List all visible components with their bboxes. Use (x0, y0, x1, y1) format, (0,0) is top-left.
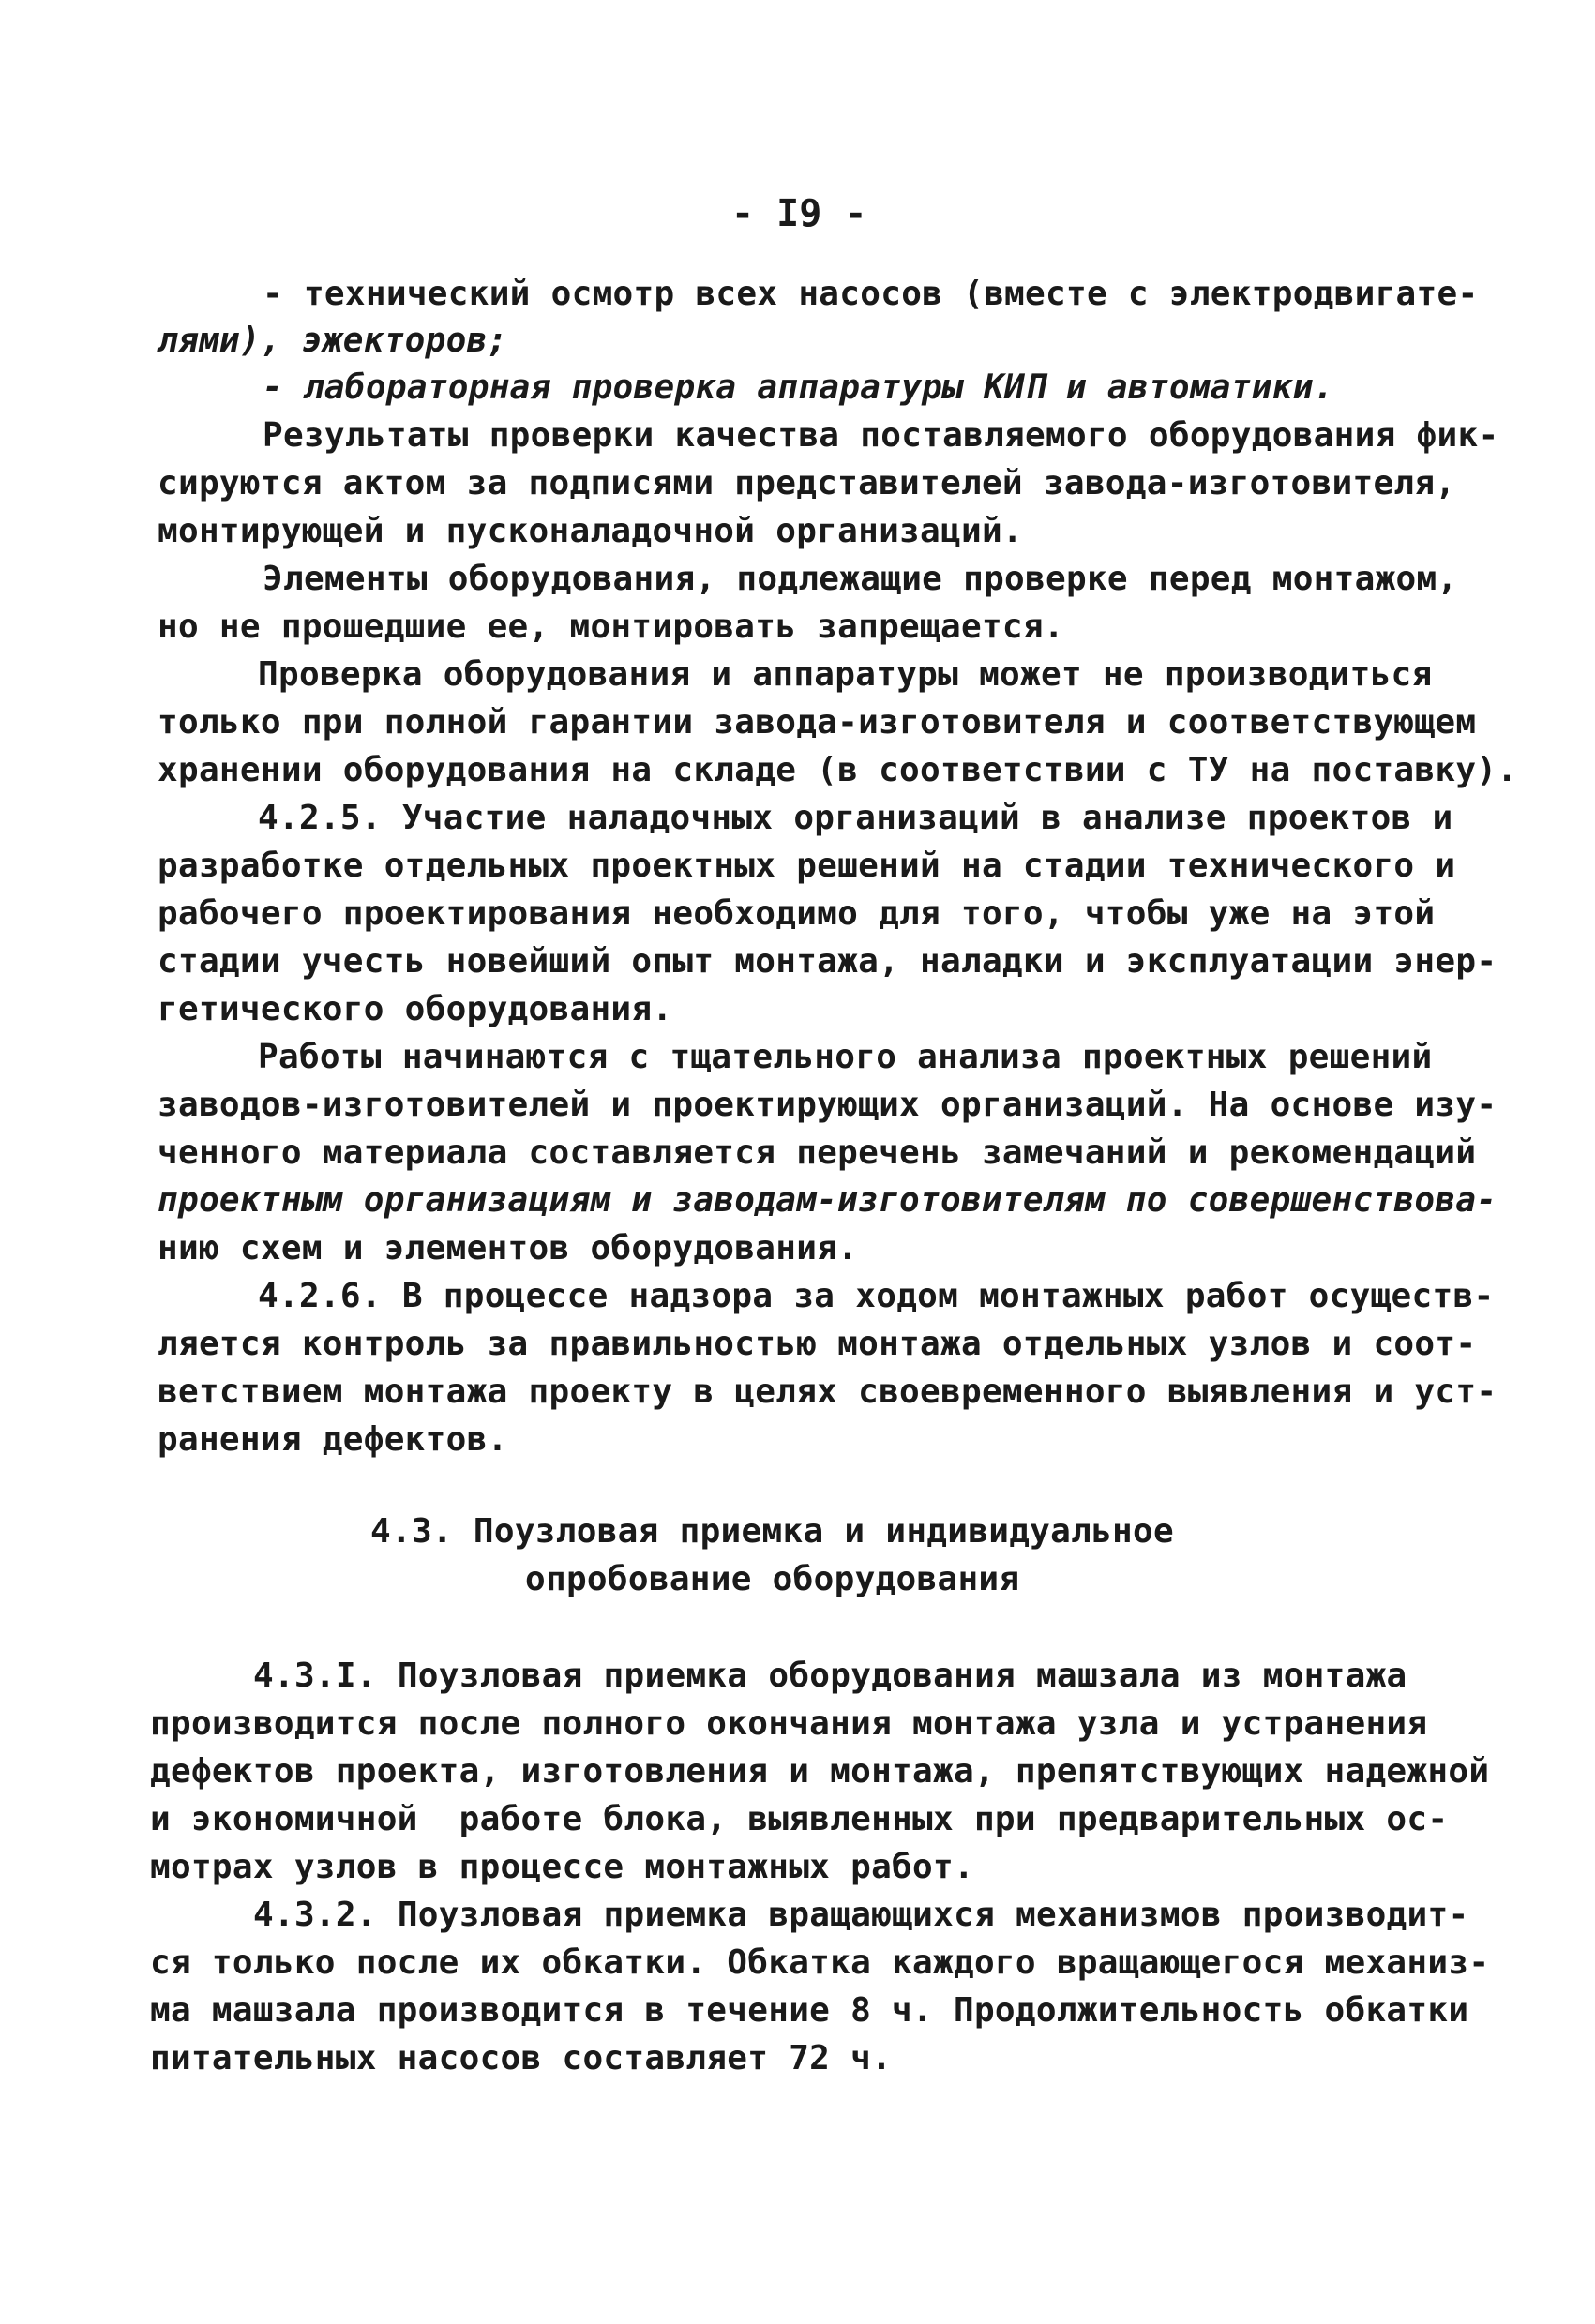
text-line: 4.2.5. Участие наладочных организаций в анализе проектов и (258, 799, 1453, 837)
text-line: но не прошедшие ее, монтировать запрещается. (158, 607, 1064, 646)
text-line: Элементы оборудования, подлежащие проверке перед монтажом, (263, 560, 1458, 598)
text-line: - лабораторная проверка аппаратуры КИП и автоматики. (263, 368, 1334, 407)
section-heading: 4.3. Поузловая приемка и индивидуальное (370, 1512, 1174, 1551)
text-line: заводов-изготовителей и проектирующих организаций. На основе изу- (158, 1086, 1497, 1124)
text-line: хранении оборудования на складе (в соответствии с ТУ на поставку). (158, 751, 1518, 789)
text-line: питательных насосов составляет 72 ч. (150, 2039, 893, 2077)
text-line: Работы начинаются с тщательного анализа проектных решений (258, 1038, 1433, 1076)
page-number: - I9 - (731, 192, 867, 235)
text-line: ранения дефектов. (158, 1420, 508, 1459)
text-line: производится после полного окончания монтажа узла и устранения (150, 1704, 1428, 1743)
text-line: монтирующей и пусконаладочной организаций. (158, 512, 1023, 550)
text-line: сируются актом за подписями представителей завода-изготовителя, (158, 464, 1456, 502)
text-line: только при полной гарантии завода-изготовителя и соответствующем (158, 703, 1477, 742)
text-line: Проверка оборудования и аппаратуры может не производиться (258, 655, 1433, 694)
text-line: 4.3.I. Поузловая приемка оборудования машзала из монтажа (253, 1657, 1407, 1695)
text-line: 4.2.6. В процессе надзора за ходом монтажных работ осуществ- (258, 1277, 1495, 1315)
text-line: рабочего проектирования необходимо для того, чтобы уже на этой (158, 894, 1436, 933)
text-line: стадии учесть новейший опыт монтажа, наладки и эксплуатации энер- (158, 942, 1497, 981)
text-line: ся только после их обкатки. Обкатка каждого вращающегося механиз- (150, 1943, 1490, 1982)
text-line: гетического оборудования. (158, 990, 673, 1028)
text-line: ченного материала составляется перечень замечаний и рекомендаций (158, 1133, 1477, 1172)
text-line: мотрах узлов в процессе монтажных работ. (150, 1848, 974, 1886)
text-line: 4.3.2. Поузловая приемка вращающихся механизмов производит- (253, 1896, 1469, 1934)
text-line: проектным организациям и заводам-изготовителям по совершенствова- (158, 1181, 1497, 1220)
text-line: и экономичной работе блока, выявленных при предварительных ос- (150, 1800, 1449, 1838)
text-line: ма машзала производится в течение 8 ч. Продолжительность обкатки (150, 1991, 1469, 2030)
text-line: дефектов проекта, изготовления и монтажа, препятствующих надежной (150, 1752, 1490, 1791)
text-line: - технический осмотр всех насосов (вместе с электродвигате- (263, 275, 1479, 313)
text-line: ветствием монтажа проекту в целях своевременного выявления и уст- (158, 1372, 1497, 1411)
text-line: Результаты проверки качества поставляемого оборудования фик- (263, 416, 1499, 455)
text-line: ляется контроль за правильностью монтажа отдельных узлов и соот- (158, 1325, 1477, 1363)
text-line: разработке отдельных проектных решений на стадии технического и (158, 847, 1456, 885)
text-line: лями), эжекторов; (158, 322, 508, 360)
section-heading: опробование оборудования (525, 1560, 1020, 1598)
text-line: нию схем и элементов оборудования. (158, 1229, 859, 1267)
